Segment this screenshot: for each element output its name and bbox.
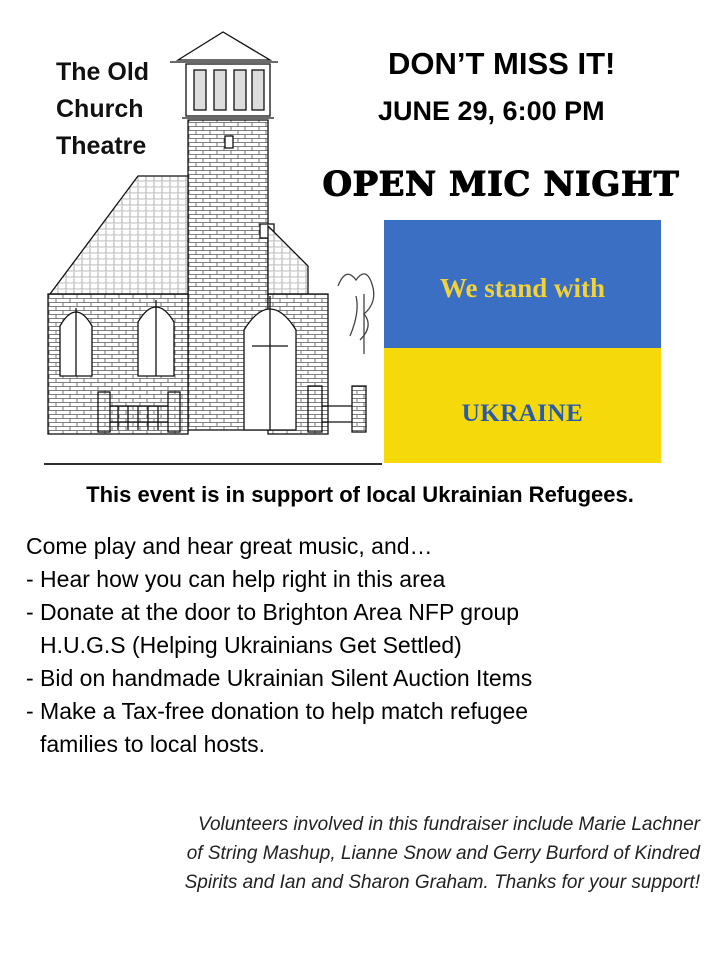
- venue-line: Church: [56, 95, 144, 123]
- bullet-continuation: families to local hosts.: [40, 731, 265, 757]
- venue-line: Theatre: [56, 132, 147, 160]
- bullet-item: - Make a Tax-free donation to help match refugee: [26, 698, 529, 724]
- volunteers-line: Spirits and Ian and Sharon Graham. Thanks for your support!: [184, 872, 700, 893]
- bullet-item: - Donate at the door to Brighton Area NFP group: [26, 599, 520, 625]
- volunteers-line: Volunteers involved in this fundraiser include Marie Lachner: [197, 814, 700, 835]
- flag-blue-band: [384, 220, 661, 348]
- ukraine-flag: [384, 220, 661, 463]
- event-date-time: JUNE 29, 6:00 PM: [378, 96, 605, 126]
- dont-miss-heading: DON’T MISS IT!: [388, 46, 616, 81]
- support-headline: This event is in support of local Ukrainian Refugees.: [86, 482, 634, 507]
- flag-bottom-text: UKRAINE: [461, 399, 584, 427]
- flag-top-text: We stand with: [439, 272, 606, 303]
- event-description: [26, 530, 532, 761]
- bullet-continuation: H.U.G.S (Helping Ukrainians Get Settled): [40, 632, 462, 658]
- volunteers-line: of String Mashup, Lianne Snow and Gerry Burford of Kindred: [186, 843, 700, 864]
- volunteers-note: [0, 810, 700, 897]
- venue-name: [56, 54, 149, 165]
- venue-line: The Old: [56, 58, 150, 86]
- flag-yellow-band: [384, 348, 661, 463]
- intro-line: Come play and hear great music, and…: [26, 533, 433, 559]
- event-title: OPEN MIC NIGHT: [322, 164, 679, 204]
- bullet-item: - Hear how you can help right in this area: [26, 566, 446, 592]
- bullet-item: - Bid on handmade Ukrainian Silent Auction Items: [26, 665, 533, 691]
